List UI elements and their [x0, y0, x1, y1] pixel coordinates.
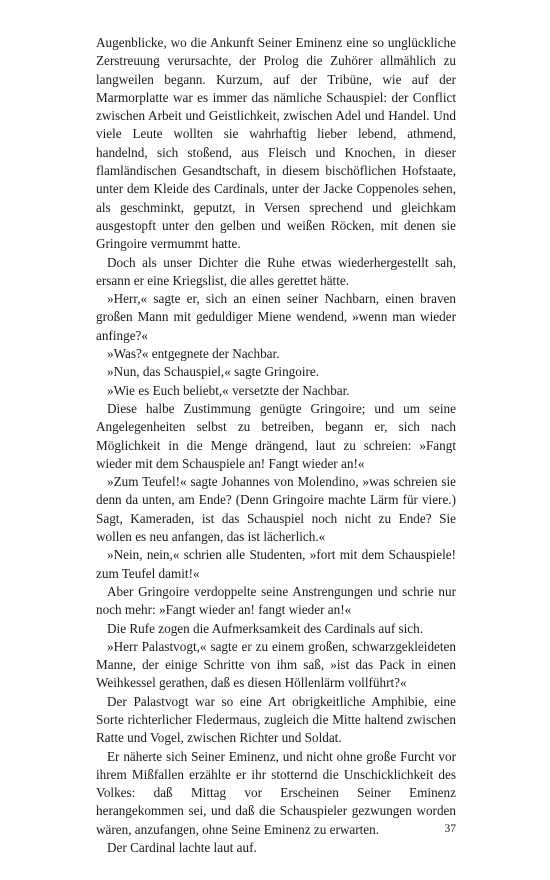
paragraph: Augenblicke, wo die Ankunft Seiner Eminenz eine so unglückliche Zerstreuung verursachte, der Prolog die Zuhörer allmählich zu langweilen begann. Kurzum, auf der Tribüne, wie auf der Marmorplatte war es immer das nämliche Schauspiel: der Conflict zwischen Arbeit und Geistlichkeit, zwischen Adel und Handel. Und viele Leute wollten sie wahrhaftig lieber lebend, athmend, handelnd, sich stoßend, aus Fleisch und Knochen, in dieser flamländischen Gesandtschaft, in diesem bischöflichen Hofstaate, unter dem Kleide des Cardinals, unter der Jacke Coppenoles sehen, als geschminkt, geputzt, in Versen sprechend und gleichkam ausgestopft unter den gelben und weißen Röcken, mit denen sie Gringoire vermummt hatte.	[96, 35, 456, 252]
paragraph: Die Rufe zogen die Aufmerksamkeit des Cardinals auf sich.	[107, 620, 424, 636]
paragraph: Doch als unser Dichter die Ruhe etwas wiederhergestellt sah, ersann er eine Kriegslist, die alles gerettet hätte.	[96, 254, 456, 288]
paragraph: »Nein, nein,« schrien alle Studenten, »fort mit dem Schauspiele! zum Teufel damit!«	[96, 547, 456, 581]
paragraph: »Was?« entgegnete der Nachbar.	[107, 346, 280, 362]
paragraph: »Herr Palastvogt,« sagte er zu einem großen, schwarzgekleideten Manne, der einige Schritte von ihm saß, »ist das Pack in einen Weihkessel gerathen, daß es diesen Höllenlärm vollführt?«	[96, 638, 456, 691]
paragraph: »Zum Teufel!« sagte Johannes von Molendino, »was schreien sie denn da unten, am Ende? (Denn Gringoire machte Lärm für viere.) Sagt, Kameraden, ist das Schauspiel noch nicht zu Ende? Sie wollen es neu anfangen, das ist lächerlich.«	[96, 474, 456, 545]
paragraph: Der Palastvogt war so eine Art obrigkeitliche Amphibie, eine Sorte richterlicher Fledermaus, zugleich die Mitte haltend zwischen Ratte und Vogel, zwischen Richter und Soldat.	[96, 693, 456, 746]
paragraph: »Nun, das Schauspiel,« sagte Gringoire.	[107, 364, 320, 380]
page-number: 37	[444, 823, 456, 835]
paragraph: »Wie es Euch beliebt,« versetzte der Nachbar.	[107, 382, 350, 398]
paragraph: »Herr,« sagte er, sich an einen seiner Nachbarn, einen braven großen Mann mit geduldiger Miene wendend, »wenn man wieder anfinge?«	[96, 291, 456, 343]
paragraph: Diese halbe Zustimmung genügte Gringoire; und um seine Angelegenheiten selbst zu betreiben, begann er, sich nach Möglichkeit in die Menge drängend, laut zu schreien: »Fangt wieder mit dem Schauspiele an! Fangt wieder an!«	[96, 400, 456, 471]
page-text	[96, 34, 456, 857]
paragraph: Aber Gringoire verdoppelte seine Anstrengungen und schrie nur noch mehr: »Fangt wieder an! fangt wieder an!«	[96, 583, 456, 618]
paragraph: Der Cardinal lachte laut auf.	[107, 840, 257, 856]
paragraph: Er näherte sich Seiner Eminenz, und nicht ohne große Furcht vor ihrem Mißfallen erzählte er ihr stotternd die Unschicklichkeit des Volkes: daß Mittag vor Erscheinen Seiner Eminenz herangekommen sei, und daß die Schauspieler gezwungen worden wären, anzufangen, ohne Seine Eminenz zu erwarten.	[96, 748, 456, 837]
